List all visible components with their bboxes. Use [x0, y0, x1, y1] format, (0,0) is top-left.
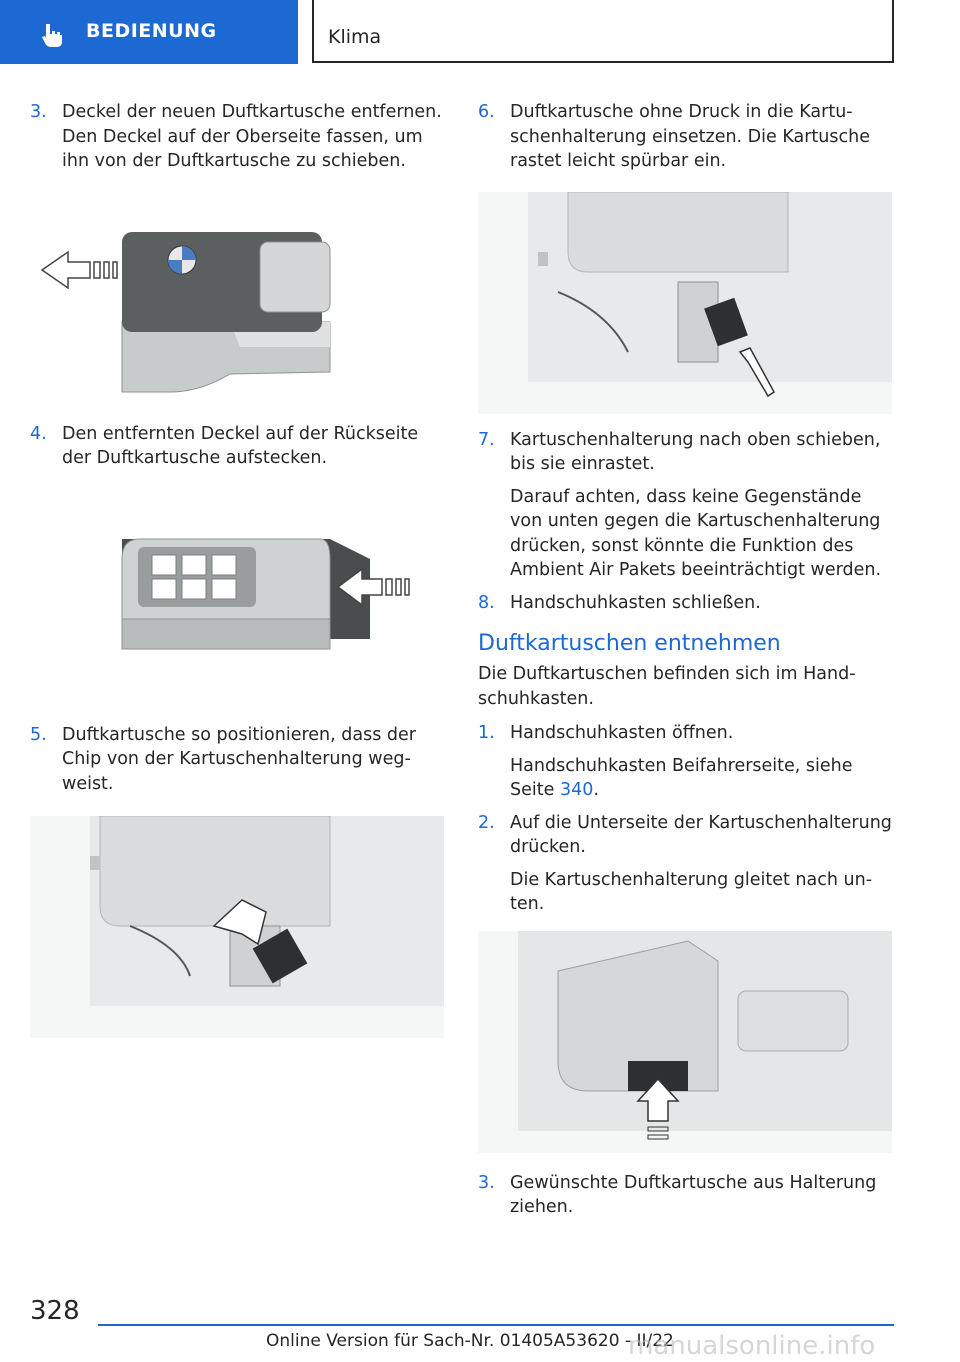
- left-column: [30, 100, 444, 1038]
- page-number: 328: [30, 1296, 80, 1326]
- step-number: 8.: [478, 592, 495, 613]
- step-text: Auf die Unterseite der Kartuschenhalterung drücken.: [510, 812, 892, 857]
- step-number: 2.: [478, 812, 495, 833]
- note-suffix: .: [593, 780, 599, 800]
- step-text: Den entfernten Deckel auf der Rückseite der Duftkartusche aufstecken.: [62, 423, 419, 468]
- step-body: [510, 428, 892, 583]
- step-number: 4.: [30, 423, 47, 444]
- step-item: [478, 428, 892, 583]
- step-text: Duftkartusche ohne Druck in die Kartuschenhalterung einsetzen. Die Kartusche rastet leicht spürbar ein.: [510, 102, 870, 171]
- step-number: 1.: [478, 723, 495, 743]
- page-link[interactable]: 340: [559, 780, 594, 800]
- glovebox-illustration: [30, 816, 444, 1038]
- step-text: Handschuhkasten schließen.: [510, 592, 761, 613]
- step-text: Gewünschte Duftkartusche aus Halterung ziehen.: [510, 1172, 877, 1217]
- note-text: Handschuhkasten Beifahrerseite, siehe Seite: [510, 755, 853, 800]
- step-number: 6.: [478, 102, 495, 122]
- step-item: [478, 1171, 892, 1220]
- step-number: 3.: [478, 1172, 495, 1193]
- step-text: Handschuhkasten öffnen.: [510, 723, 734, 743]
- footer-divider: [98, 1324, 894, 1326]
- watermark: manualsonline.info: [628, 1331, 876, 1361]
- figure-glovebox-insert: [30, 816, 444, 1038]
- step-item: [30, 100, 444, 174]
- right-column: [478, 100, 892, 1228]
- glovebox-illustration: [478, 931, 892, 1153]
- figure-cartridge-holder: [478, 192, 892, 414]
- step-body: [510, 721, 892, 803]
- step-number: 5.: [30, 724, 47, 745]
- step-item: [478, 100, 892, 174]
- step-text: Duftkartusche so positionieren, dass der Chip von der Kartuschenhalterung wegweist.: [62, 724, 416, 794]
- intro-text: Die Duftkartuschen befinden sich im Handschuhkasten.: [478, 664, 856, 709]
- footer-online-version: Online Version für Sach-Nr. 01405A53620 - II/22: [266, 1331, 674, 1351]
- step-number: 3.: [30, 102, 47, 122]
- hand-pointer-icon: [40, 22, 66, 48]
- figure-lid-attach: [30, 499, 444, 699]
- step-note: Die Kartuschenhalterung gleitet nach unten.: [510, 869, 873, 914]
- glovebox-illustration: [478, 192, 892, 414]
- step-item: [30, 422, 444, 471]
- figure-holder-release: [478, 931, 892, 1153]
- step-item: [478, 721, 892, 803]
- chapter-header: [312, 0, 894, 63]
- section-tab[interactable]: [0, 0, 298, 64]
- step-note: [510, 754, 892, 803]
- step-body: [510, 811, 892, 917]
- cartridge-illustration: [30, 192, 444, 402]
- step-note: Darauf achten, dass keine Gegenstände von unten gegen die Kartuschenhalterung drücken, sonst könnte die Funktion des Ambient Air Pakets beeinträchtigt werden.: [510, 486, 882, 580]
- figure-cartridge-lid-removal: [30, 192, 444, 402]
- step-item: [30, 723, 444, 797]
- step-item: [478, 811, 892, 917]
- step-number: 7.: [478, 429, 495, 450]
- step-item: [478, 591, 892, 616]
- section-heading: Duftkartuschen entnehmen: [478, 631, 781, 656]
- section-label: BEDIENUNG: [86, 20, 217, 42]
- step-text: Kartuschenhalterung nach oben schieben, bis sie einrastet.: [510, 429, 881, 474]
- cartridge-illustration: [30, 499, 444, 699]
- step-text: Deckel der neuen Duftkartusche entfernen. Den Deckel auf der Oberseite fassen, um ihn von der Duftkartusche zu schieben.: [62, 102, 442, 171]
- chapter-title: Klima: [328, 26, 382, 48]
